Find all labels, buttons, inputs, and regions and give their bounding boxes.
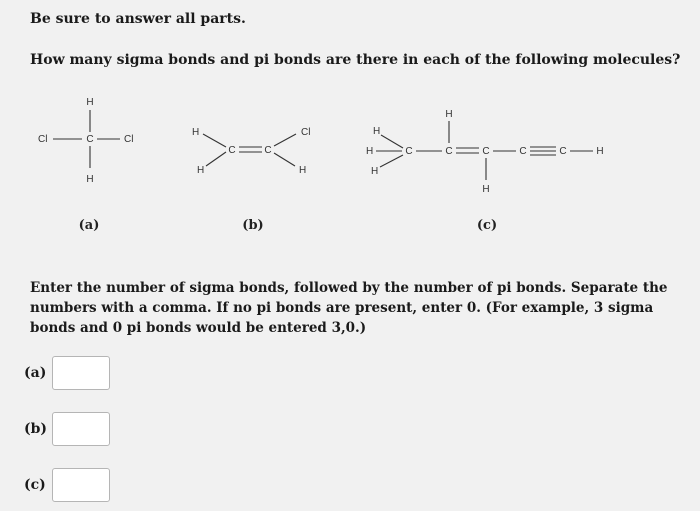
- atom-c-h-end: H: [596, 146, 604, 157]
- atom-b-h-bottom-left: H: [197, 165, 205, 176]
- caption-c: (c): [476, 218, 498, 233]
- bond-c-h3: [380, 155, 403, 167]
- bond-b-h-top-left: [203, 134, 226, 147]
- molecule-structures: [0, 88, 700, 238]
- molecule-a: [38, 97, 133, 233]
- bond-c-h1: [381, 135, 403, 148]
- atom-c-h-bottom: H: [482, 184, 490, 195]
- answer-input-b[interactable]: [52, 412, 110, 446]
- caption-a: (a): [78, 218, 100, 233]
- molecule-b: [192, 127, 310, 233]
- atom-a-bottom-h: H: [86, 174, 94, 185]
- atom-c-c4: C: [519, 146, 527, 157]
- atom-a-top-h: H: [86, 97, 94, 108]
- atom-a-left-cl: Cl: [38, 134, 48, 145]
- question-text: How many sigma bonds and pi bonds are there in each of the following molecules?: [30, 52, 681, 68]
- molecule-c: [366, 109, 604, 233]
- atom-c-c5: C: [559, 146, 567, 157]
- answer-row-a: [24, 355, 110, 391]
- answer-row-c: [24, 467, 110, 503]
- atom-b-cl-top-right: Cl: [301, 127, 311, 138]
- answer-label-a: (a): [24, 365, 47, 381]
- caption-b: (b): [242, 218, 264, 233]
- answer-input-c[interactable]: [52, 468, 110, 502]
- atom-a-right-cl: Cl: [124, 134, 134, 145]
- atom-c-h-top: H: [445, 109, 453, 120]
- atom-b-h-bottom-right: H: [299, 165, 307, 176]
- atom-c-c3: C: [482, 146, 490, 157]
- atom-c-h1: H: [373, 126, 381, 137]
- enter-instruction: Enter the number of sigma bonds, followed by the number of pi bonds. Separate the numbers with a comma. If no pi bonds are present, enter 0. (For example, 3 sigma bonds and 0 pi bonds would be entered 3,0.): [30, 280, 668, 336]
- answer-label-c: (c): [24, 477, 46, 493]
- atom-c-c2: C: [445, 146, 453, 157]
- atom-b-c2: C: [264, 145, 272, 156]
- answer-label-b: (b): [24, 421, 48, 437]
- answer-row-b: [24, 411, 110, 447]
- bond-b-cl: [274, 134, 296, 146]
- atom-c-c1: C: [405, 146, 413, 157]
- answer-input-a[interactable]: [52, 356, 110, 390]
- atom-c-h2: H: [366, 146, 374, 157]
- atom-c-h3: H: [371, 166, 379, 177]
- atom-a-center-c: C: [86, 134, 94, 145]
- atom-b-h-top-left: H: [192, 127, 200, 138]
- instruction-text: Be sure to answer all parts.: [30, 11, 246, 27]
- bond-b-h-bottom-left: [206, 152, 226, 166]
- bond-b-h-bottom-right: [274, 153, 295, 166]
- atom-b-c1: C: [228, 145, 236, 156]
